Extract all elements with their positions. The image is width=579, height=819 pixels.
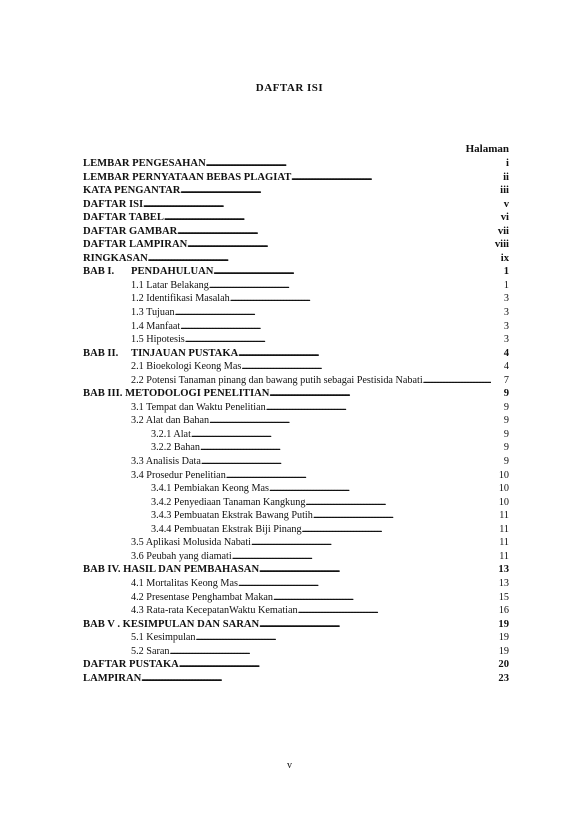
toc-entry-label: 1.3 Tujuan — [131, 307, 175, 319]
toc-entry — [83, 292, 509, 306]
toc-dot-leader — [180, 184, 491, 198]
toc-entry — [83, 347, 509, 361]
toc-entry-label — [83, 347, 238, 361]
toc-entry-label: DAFTAR LAMPIRAN — [83, 239, 188, 251]
toc-dot-leader — [148, 252, 491, 266]
toc-entry-label: 4.2 Presentase Penghambat Makan — [131, 591, 274, 603]
toc-entry-label: BAB III. METODOLOGI PENELITIAN — [83, 388, 270, 400]
toc-entry — [83, 618, 509, 632]
toc-entry — [83, 265, 509, 279]
toc-page-number: 4 — [503, 347, 509, 359]
toc-entry-label: 4.3 Rata-rata KecepatanWaktu Kematian — [131, 605, 298, 617]
toc-page-number: 19 — [498, 645, 509, 657]
halaman-header: Halaman — [465, 143, 509, 155]
toc-entry — [83, 509, 509, 523]
toc-page-number: 1 — [503, 266, 509, 278]
toc-entry-label: BAB V . KESIMPULAN DAN SARAN — [83, 618, 260, 630]
toc-entry-label — [83, 265, 213, 279]
toc-entry — [83, 157, 509, 171]
toc-page-number: 9 — [503, 388, 509, 400]
toc-dot-leader — [232, 550, 491, 564]
toc-dot-leader — [164, 211, 491, 225]
toc-dot-leader — [206, 157, 491, 171]
toc-dot-leader — [266, 401, 491, 415]
toc-entry-label: 3.5 Aplikasi Molusida Nabati — [131, 537, 251, 549]
toc-entry-label: LEMBAR PERNYATAAN BEBAS PLAGIAT — [83, 171, 292, 183]
toc-page-number: vi — [500, 212, 509, 224]
toc-entry — [83, 374, 509, 388]
toc-entry-label: 3.1 Tempat dan Waktu Penelitian — [131, 401, 266, 413]
toc-entry — [83, 238, 509, 252]
toc-entry-label: 1.2 Identifikasi Masalah — [131, 293, 230, 305]
toc-entry — [83, 658, 509, 672]
toc-dot-leader — [175, 306, 491, 320]
page-title: DAFTAR ISI — [255, 82, 324, 94]
toc-entry-label: BAB IV. HASIL DAN PEMBAHASAN — [83, 564, 260, 576]
toc-page-number: 10 — [498, 496, 509, 508]
toc-entry-label: 3.4 Prosedur Penelitian — [131, 469, 226, 481]
toc-entry-label: 3.3 Analisis Data — [131, 456, 201, 468]
toc-entry-label: 3.2 Alat dan Bahan — [131, 415, 210, 427]
toc-page-number: viii — [494, 239, 509, 251]
toc-entry — [83, 198, 509, 212]
toc-page-number: 11 — [499, 537, 509, 549]
toc-entry — [83, 414, 509, 428]
toc-page-number: 9 — [503, 415, 509, 427]
toc-page-number: 3 — [503, 307, 509, 319]
toc-entry — [83, 401, 509, 415]
toc-page-number: 11 — [499, 523, 509, 535]
toc-entry — [83, 577, 509, 591]
toc-entry-label: DAFTAR GAMBAR — [83, 225, 178, 237]
toc-page-number: 10 — [498, 483, 509, 495]
toc-page-number: 20 — [498, 659, 509, 671]
toc-entry-label: 4.1 Mortalitas Keong Mas — [131, 577, 238, 589]
toc-entry — [83, 496, 509, 510]
toc-entry-label: 3.4.3 Pembuatan Ekstrak Bawang Putih — [151, 510, 313, 522]
toc-chapter-number: BAB II. — [83, 347, 119, 359]
toc-page-number: 19 — [498, 632, 509, 644]
toc-dot-leader — [141, 672, 491, 686]
toc-entry — [83, 455, 509, 469]
toc-entry-label: LEMBAR PENGESAHAN — [83, 158, 206, 169]
toc-entry — [83, 171, 509, 185]
toc-dot-leader — [423, 374, 491, 388]
toc-page-number: 13 — [498, 564, 509, 576]
toc-entry-label: 5.1 Kesimpulan — [131, 632, 196, 644]
toc-page-number: 3 — [503, 334, 509, 346]
toc-dot-leader — [259, 563, 491, 577]
table-of-contents — [83, 157, 509, 685]
toc-page-number: 9 — [503, 442, 509, 454]
toc-entry-label: 3.6 Peubah yang diamati — [131, 550, 232, 562]
toc-dot-leader — [213, 265, 491, 279]
toc-entry — [83, 604, 509, 618]
toc-dot-leader — [291, 171, 491, 185]
toc-page-number: 10 — [498, 469, 509, 481]
page-number: v — [287, 760, 292, 771]
toc-page-number: 3 — [503, 320, 509, 332]
toc-page-number: 13 — [498, 577, 509, 589]
toc-entry — [83, 279, 509, 293]
toc-page-number: 16 — [498, 605, 509, 617]
toc-entry — [83, 563, 509, 577]
toc-entry — [83, 225, 509, 239]
toc-entry-label: 1.4 Manfaat — [131, 320, 181, 332]
toc-page-number: vii — [497, 225, 509, 237]
toc-entry — [83, 550, 509, 564]
toc-chapter-title: TINJAUAN PUSTAKA — [131, 347, 239, 359]
toc-page-number: v — [503, 198, 509, 210]
toc-entry — [83, 252, 509, 266]
toc-dot-leader — [187, 238, 491, 252]
toc-entry — [83, 591, 509, 605]
toc-entry — [83, 211, 509, 225]
toc-entry-label: KATA PENGANTAR — [83, 185, 181, 197]
toc-page-number: 9 — [503, 456, 509, 468]
toc-entry-label: 3.2.2 Bahan — [151, 442, 200, 454]
toc-entry-label: DAFTAR ISI — [83, 198, 144, 210]
toc-dot-leader — [269, 482, 491, 496]
toc-entry — [83, 306, 509, 320]
toc-dot-leader — [241, 360, 491, 374]
toc-dot-leader — [298, 604, 491, 618]
toc-dot-leader — [209, 414, 491, 428]
toc-page-number: 7 — [503, 374, 509, 386]
toc-entry — [83, 523, 509, 537]
toc-page-number: 9 — [503, 401, 509, 413]
toc-page-number: 11 — [499, 550, 509, 562]
toc-dot-leader — [273, 591, 491, 605]
toc-page-number: 3 — [503, 293, 509, 305]
toc-entry — [83, 320, 509, 334]
toc-entry-label: 3.2.1 Alat — [151, 428, 191, 440]
toc-dot-leader — [251, 536, 491, 550]
toc-page-number: 23 — [498, 672, 509, 684]
toc-page-number: i — [506, 158, 509, 169]
toc-dot-leader — [179, 658, 491, 672]
toc-dot-leader — [209, 279, 491, 293]
toc-dot-leader — [201, 455, 491, 469]
toc-chapter-title: PENDAHULUAN — [131, 266, 214, 278]
toc-entry-label: LAMPIRAN — [83, 672, 142, 684]
toc-entry — [83, 441, 509, 455]
toc-chapter-number: BAB I. — [83, 266, 115, 278]
toc-entry-label: 3.4.2 Penyediaan Tanaman Kangkung — [151, 496, 306, 508]
toc-page-number: iii — [500, 185, 509, 197]
toc-entry — [83, 184, 509, 198]
toc-entry — [83, 428, 509, 442]
toc-dot-leader — [238, 347, 491, 361]
toc-dot-leader — [185, 333, 491, 347]
toc-dot-leader — [143, 198, 491, 212]
toc-entry-label: DAFTAR PUSTAKA — [83, 659, 179, 671]
toc-entry-label: 2.1 Bioekologi Keong Mas — [131, 361, 242, 373]
toc-entry-label: DAFTAR TABEL — [83, 212, 164, 224]
toc-entry-label: 3.4.1 Pembiakan Keong Mas — [151, 483, 269, 495]
toc-dot-leader — [238, 577, 491, 591]
toc-dot-leader — [226, 469, 491, 483]
toc-entry — [83, 631, 509, 645]
toc-entry — [83, 469, 509, 483]
toc-dot-leader — [230, 292, 491, 306]
toc-page-number: 15 — [498, 591, 509, 603]
toc-dot-leader — [259, 618, 491, 632]
toc-entry-label: 2.2 Potensi Tanaman pinang dan bawang putih sebagai Pestisida Nabati — [131, 374, 423, 386]
toc-entry — [83, 536, 509, 550]
toc-page-number: 19 — [498, 618, 509, 630]
toc-entry — [83, 482, 509, 496]
toc-entry-label: 3.4.4 Pembuatan Ekstrak Biji Pinang — [151, 523, 302, 535]
toc-entry — [83, 360, 509, 374]
toc-page-number: 1 — [503, 279, 509, 291]
toc-entry-label: 1.5 Hipotesis — [131, 334, 185, 346]
toc-page-number: 11 — [499, 510, 509, 522]
toc-dot-leader — [269, 387, 491, 401]
toc-dot-leader — [305, 496, 491, 510]
toc-page-number: 9 — [503, 428, 509, 440]
toc-dot-leader — [191, 428, 491, 442]
toc-dot-leader — [200, 441, 491, 455]
toc-dot-leader — [169, 645, 491, 659]
toc-dot-leader — [177, 225, 491, 239]
toc-entry — [83, 333, 509, 347]
toc-dot-leader — [196, 631, 491, 645]
toc-entry-label: RINGKASAN — [83, 252, 148, 264]
toc-dot-leader — [302, 523, 491, 537]
toc-entry — [83, 672, 509, 686]
toc-page-number: ii — [503, 171, 509, 183]
toc-page-number: 4 — [503, 361, 509, 373]
toc-dot-leader — [313, 509, 491, 523]
toc-dot-leader — [180, 320, 491, 334]
toc-entry-label: 5.2 Saran — [131, 645, 170, 657]
toc-page-number: ix — [500, 252, 509, 264]
toc-entry — [83, 645, 509, 659]
toc-entry-label: 1.1 Latar Belakang — [131, 279, 209, 291]
toc-entry — [83, 387, 509, 401]
